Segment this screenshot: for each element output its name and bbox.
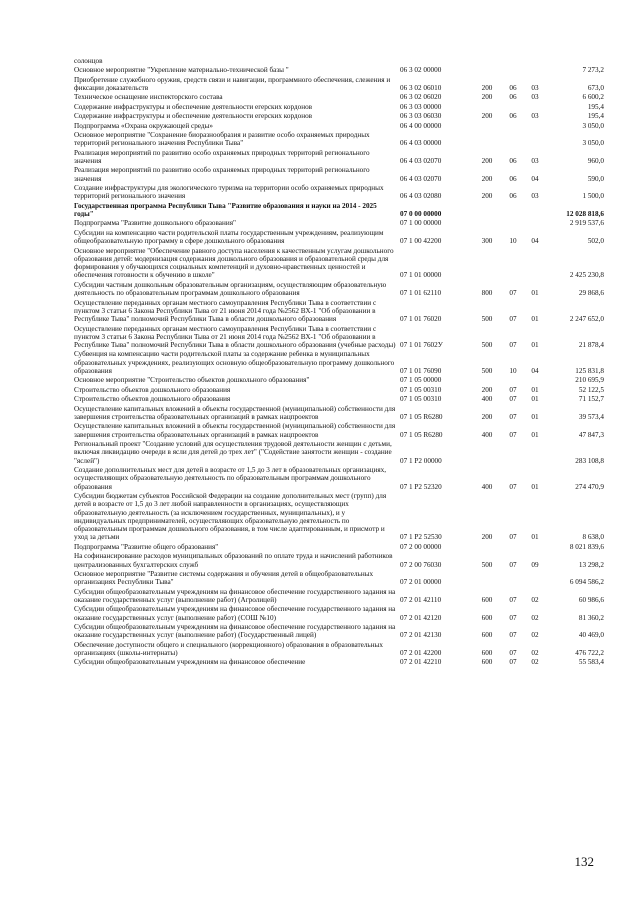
expense-type: 200 [481, 112, 493, 121]
expense-type: 200 [481, 84, 493, 93]
item-name: Подпрограмма "Развитие общего образования" [74, 542, 219, 551]
amount: 476 722,2 [575, 648, 604, 657]
target-code: 07 1 01 62110 [400, 289, 442, 298]
target-code: 07 1 00 42200 [400, 237, 442, 246]
section-code: 06 [509, 174, 517, 183]
table-row [74, 543, 604, 551]
expense-type: 500 [481, 315, 493, 324]
section-code: 07 [509, 658, 517, 667]
table-row [74, 184, 604, 201]
amount: 39 573,4 [578, 412, 604, 421]
expense-type: 400 [481, 395, 493, 404]
section-code: 07 [509, 595, 517, 604]
item-name: Основное мероприятие "Обеспечение равного доступа населения к качественным услугам дошкольного образования детей: модернизация содержания дошкольного образования и образовательной среды для формирования у обучающихся социальных компетенций и духовно-нравственных ценностей и обеспечения готовности к обучению в школе" [74, 246, 394, 280]
amount: 2 425 230,8 [569, 271, 604, 280]
target-code: 07 1 01 7602У [400, 341, 443, 350]
target-code: 06 3 02 06010 [400, 84, 442, 93]
table-row [74, 131, 604, 148]
target-code: 07 2 01 42200 [400, 648, 442, 657]
item-name: Подпрограмма "Развитие дошкольного образования" [74, 219, 236, 228]
item-name: Основное мероприятие "Строительство объектов дошкольного образования" [74, 376, 310, 385]
section-code: 07 [509, 482, 517, 491]
expense-type: 500 [481, 560, 493, 569]
section-code: 07 [509, 560, 517, 569]
amount: 12 028 818,6 [566, 210, 604, 219]
amount: 13 298,2 [578, 560, 604, 569]
amount: 29 868,6 [578, 289, 604, 298]
section-code: 07 [509, 395, 517, 404]
budget-table [74, 57, 604, 668]
target-code: 06 4 03 02070 [400, 157, 442, 166]
expense-type: 600 [481, 658, 493, 667]
amount: 21 878,4 [578, 341, 604, 350]
subsection-code: 01 [531, 412, 539, 421]
section-code: 06 [509, 192, 517, 201]
subsection-code: 03 [531, 192, 539, 201]
target-code: 07 2 01 42130 [400, 631, 442, 640]
table-row [74, 229, 604, 246]
subsection-code: 01 [531, 315, 539, 324]
table-row [74, 605, 604, 622]
table-row [74, 247, 604, 280]
table-row [74, 281, 604, 298]
expense-type: 400 [481, 430, 493, 439]
section-code: 07 [509, 533, 517, 542]
expense-type: 200 [481, 93, 493, 102]
table-row [74, 641, 604, 658]
item-name: Осуществление переданных органам местного самоуправления Республики Тыва в соответствии с пунктом 3 статьи 6 Закона Республики Тыва от 21 июня 2014 года №2562 ВХ-1 "Об образовании в Республике Тыва" полномочий Республики Тыва в области дошкольного образования [74, 298, 377, 324]
expense-type: 200 [481, 157, 493, 166]
item-name: Осуществление капитальных вложений в объекты государственной (муниципальной) собственности для завершения строительства образовательных организаций в рамках нацпроектов [74, 422, 396, 439]
item-name: Субсидии общеобразовательным учреждениям на финансовое обеспечение государственного задания на оказание государственных услуг (выполнение работ) (СОШ №10) [74, 605, 396, 622]
expense-type: 200 [481, 412, 493, 421]
subsection-code: 03 [531, 84, 539, 93]
target-code: 06 4 03 00000 [400, 139, 442, 148]
amount: 47 847,3 [578, 430, 604, 439]
target-code: 07 2 01 00000 [400, 578, 442, 587]
item-name: Строительство объектов дошкольного образования [74, 385, 231, 394]
table-row [74, 350, 604, 375]
table-row [74, 66, 604, 74]
subsection-code: 01 [531, 385, 539, 394]
section-code: 07 [509, 648, 517, 657]
table-row [74, 149, 604, 166]
expense-type: 600 [481, 613, 493, 622]
expense-type: 200 [481, 174, 493, 183]
section-code: 06 [509, 157, 517, 166]
item-name: Региональный проект "Создание условий для осуществления трудовой деятельности женщин с детьми, включая ликвидацию очереди в ясли для детей до трех лет" ("Содействие занятости женщин - создание "яслей") [74, 440, 392, 465]
target-code: 07 2 00 00000 [400, 542, 442, 551]
section-code: 07 [509, 289, 517, 298]
expense-type: 800 [481, 289, 493, 298]
item-name: Субвенция на компенсацию части родительской платы за содержание ребенка в муниципальных образовательных учреждениях, реализующих основную общеобразовательную программу дошкольного образования [74, 350, 395, 376]
amount: 40 469,0 [578, 631, 604, 640]
table-row [74, 588, 604, 605]
target-code: 07 0 00 00000 [400, 210, 442, 219]
table-row [74, 570, 604, 587]
amount: 502,0 [587, 237, 604, 246]
amount: 81 360,2 [578, 613, 604, 622]
item-name: Осуществление капитальных вложений в объекты государственной (муниципальной) собственности для завершения строительства образовательных организаций в рамках нацпроектов [74, 404, 396, 421]
section-code: 07 [509, 613, 517, 622]
table-row [74, 299, 604, 324]
subsection-code: 09 [531, 560, 539, 569]
target-code: 07 1 00 00000 [400, 219, 442, 228]
target-code: 07 1 05 00000 [400, 376, 442, 385]
expense-type: 400 [481, 482, 493, 491]
item-name: Подпрограмма «Охрана окружающей среды» [74, 121, 213, 130]
section-code: 07 [509, 341, 517, 350]
expense-type: 200 [481, 385, 493, 394]
amount: 2 919 537,6 [569, 219, 604, 228]
target-code: 07 1 01 76020 [400, 315, 442, 324]
item-name: Реализация мероприятий по развитию особо охраняемых природных территорий регионального значения [74, 148, 370, 166]
section-code: 07 [509, 430, 517, 439]
table-row [74, 552, 604, 569]
amount: 195,4 [587, 112, 604, 121]
amount: 590,0 [587, 174, 604, 183]
item-name: На софинансирование расходов муниципальных образований по оплате труда и начислений работников централизованных бухгалтерских служб [74, 552, 393, 569]
section-code: 10 [509, 367, 517, 376]
item-name: Содержание инфраструктуры и обеспечение деятельности егерских кордонов [74, 102, 313, 111]
section-code: 06 [509, 112, 517, 121]
item-name: Субсидии частным дошкольным образовательным организациям, осуществляющим образовательную деятельность по образовательным программам дошкольного образования [74, 280, 387, 298]
target-code: 07 1 05 R6280 [400, 412, 443, 421]
amount: 283 108,8 [575, 456, 604, 465]
expense-type: 200 [481, 192, 493, 201]
subsection-code: 04 [531, 367, 539, 376]
expense-type: 600 [481, 631, 493, 640]
target-code: 07 1 05 00310 [400, 385, 442, 394]
amount: 6 600,2 [582, 93, 604, 102]
amount: 3 050,0 [582, 121, 604, 130]
expense-type: 500 [481, 367, 493, 376]
table-row [74, 325, 604, 350]
page-number: 132 [574, 854, 594, 869]
amount: 125 831,8 [575, 367, 604, 376]
subsection-code: 03 [531, 93, 539, 102]
amount: 3 050,0 [582, 139, 604, 148]
amount: 71 152,7 [578, 395, 604, 404]
section-code: 06 [509, 93, 517, 102]
amount: 960,0 [587, 157, 604, 166]
subsection-code: 02 [531, 631, 539, 640]
target-code: 07 2 01 42110 [400, 595, 442, 604]
table-row [74, 57, 604, 65]
target-code: 06 4 03 02070 [400, 174, 442, 183]
table-row [74, 395, 604, 403]
amount: 55 583,4 [578, 658, 604, 667]
item-name: Техническое оснащение инспекторского состава [74, 93, 223, 102]
item-name: Субсидии бюджетам субъектов Российской Федерации на создание дополнительных мест (групп) для детей в возрасте от 1,5 до 3 лет любой направленности в организациях, осуществляющих образовательную деятельность (за исключением государственных, муниципальных), и у индивидуальных предпринимателей, осуществляющих образовательную деятельность по образовательным программам дошкольного образования, в том числе адаптированным, и присмотр и уход за детьми [74, 491, 387, 542]
subsection-code: 01 [531, 533, 539, 542]
amount: 7 273,2 [582, 66, 604, 75]
target-code: 07 1 05 R6280 [400, 430, 443, 439]
target-code: 07 1 P2 00000 [400, 456, 442, 465]
table-row [74, 93, 604, 101]
target-code: 07 1 01 76090 [400, 367, 442, 376]
expense-type: 200 [481, 533, 493, 542]
item-name: Строительство объектов дошкольного образования [74, 395, 231, 404]
amount: 8 021 839,6 [569, 542, 604, 551]
target-code: 07 2 00 76030 [400, 560, 442, 569]
target-code: 06 3 03 06030 [400, 112, 442, 121]
table-row [74, 219, 604, 227]
table-row [74, 112, 604, 120]
item-name: Основное мероприятие "Сохранение биоразнообразия и развитие особо охраняемых природных территорий регионального значения Республики Тыва" [74, 131, 370, 148]
subsection-code: 03 [531, 157, 539, 166]
expense-type: 600 [481, 595, 493, 604]
subsection-code: 01 [531, 395, 539, 404]
table-row [74, 658, 604, 666]
subsection-code: 02 [531, 595, 539, 604]
target-code: 06 4 00 00000 [400, 121, 442, 130]
subsection-code: 04 [531, 237, 539, 246]
item-name: Субсидии на компенсацию части родительской платы государственным учреждениям, реализующим общеобразовательную программу в сфере дошкольного образования [74, 228, 384, 246]
item-name: Основное мероприятие "Развитие системы содержания и обучения детей в общеобразовательных организациях Республики Тыва" [74, 569, 374, 587]
table-row [74, 440, 604, 465]
item-name: Государственная программа Республики Тыва "Развитие образования и науки на 2014 - 2025 годы" [74, 201, 377, 219]
subsection-code: 02 [531, 658, 539, 667]
target-code: 07 2 01 42210 [400, 658, 442, 667]
amount: 274 470,9 [575, 482, 604, 491]
item-name: солонцов [74, 57, 103, 65]
amount: 1 500,0 [582, 192, 604, 201]
amount: 673,0 [587, 84, 604, 93]
table-row [74, 422, 604, 439]
expense-type: 300 [481, 237, 493, 246]
section-code: 07 [509, 385, 517, 394]
table-row [74, 492, 604, 542]
section-code: 10 [509, 237, 517, 246]
item-name: Содержание инфраструктуры и обеспечение деятельности егерских кордонов [74, 112, 313, 121]
item-name: Субсидии общеобразовательным учреждениям на финансовое обеспечение [74, 658, 306, 667]
subsection-code: 02 [531, 613, 539, 622]
amount: 52 122,5 [578, 385, 604, 394]
amount: 8 638,0 [582, 533, 604, 542]
target-code: 06 3 02 06020 [400, 93, 442, 102]
expense-type: 500 [481, 341, 493, 350]
item-name: Осуществление переданных органам местного самоуправления Республики Тыва в соответствии с пунктом 3 статьи 6 Закона Республики Тыва от 21 июня 2014 года №2562 ВХ-1 "Об образовании в Республике Тыва" полномочий Республики Тыва в области дошкольного образования (учебные расходы) [74, 324, 396, 350]
target-code: 07 1 P2 52320 [400, 482, 442, 491]
subsection-code: 02 [531, 648, 539, 657]
item-name: Создание дополнительных мест для детей в возрасте от 1,5 до 3 лет в образовательных организациях, осуществляющих образовательную деятельность по образовательным программам дошкольного образования [74, 466, 387, 491]
amount: 195,4 [587, 102, 604, 111]
table-row [74, 623, 604, 640]
section-code: 07 [509, 631, 517, 640]
target-code: 06 3 03 00000 [400, 102, 442, 111]
subsection-code: 03 [531, 112, 539, 121]
target-code: 06 3 02 00000 [400, 66, 442, 75]
table-row [74, 166, 604, 183]
target-code: 07 1 05 00310 [400, 395, 442, 404]
table-row [74, 76, 604, 93]
amount: 60 986,6 [578, 595, 604, 604]
target-code: 07 1 P2 52530 [400, 533, 442, 542]
amount: 210 695,9 [575, 376, 604, 385]
table-row [74, 466, 604, 491]
expense-type: 600 [481, 648, 493, 657]
table-row [74, 202, 604, 219]
table-row [74, 122, 604, 130]
amount: 6 094 586,2 [569, 578, 604, 587]
subsection-code: 01 [531, 430, 539, 439]
item-name: Субсидии общеобразовательным учреждениям на финансовое обеспечение государственного задания на оказание государственных услуг (выполнение работ) (Государственный лицей) [74, 623, 396, 640]
item-name: Субсидии общеобразовательным учреждениям на финансовое обеспечение государственного задания на оказание государственных услуг (выполнение работ) (Агролицей) [74, 587, 396, 604]
section-code: 07 [509, 412, 517, 421]
table-row [74, 405, 604, 422]
table-row [74, 386, 604, 394]
target-code: 07 1 01 00000 [400, 271, 442, 280]
item-name: Обеспечение доступности общего и специального (коррекционного) образования в образовательных организациях (школы-интернаты) [74, 640, 383, 657]
section-code: 06 [509, 84, 517, 93]
amount: 2 247 652,0 [569, 315, 604, 324]
subsection-code: 01 [531, 289, 539, 298]
table-row [74, 376, 604, 384]
item-name: Реализация мероприятий по развитию особо охраняемых природных территорий регионального значения [74, 166, 370, 183]
item-name: Приобретение служебного оружия, средств связи и навигации, программного обеспечения, слежения и фиксации доказательств [74, 75, 391, 93]
target-code: 07 2 01 42120 [400, 613, 442, 622]
item-name: Основное мероприятие "Укрепление материально-технической базы " [74, 66, 289, 75]
section-code: 07 [509, 315, 517, 324]
table-row [74, 103, 604, 111]
subsection-code: 01 [531, 341, 539, 350]
subsection-code: 01 [531, 482, 539, 491]
target-code: 06 4 03 02080 [400, 192, 442, 201]
item-name: Создание инфраструктуры для экологического туризма на территории особо охраняемых природных территорий регионального значения [74, 184, 384, 201]
subsection-code: 04 [531, 174, 539, 183]
